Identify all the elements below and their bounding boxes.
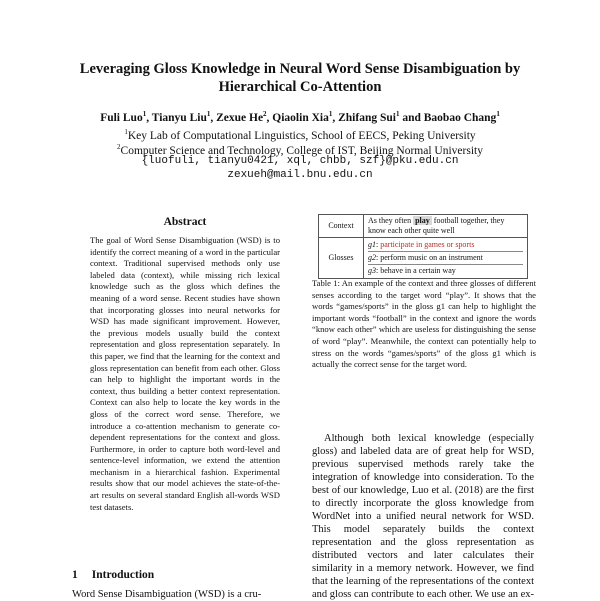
target-word: play bbox=[415, 216, 430, 225]
context-cell bbox=[364, 215, 528, 238]
context-label: Context bbox=[319, 215, 364, 238]
gloss-id: g1 bbox=[368, 240, 376, 249]
affiliation-1-text: Key Lab of Computational Linguistics, School of EECS, Peking University bbox=[127, 129, 476, 142]
author-list: Fuli Luo$^1$, Tianyu Liu$^1$, Zexue He$^2$, Qiaolin Xia$^1$, Zhifang Sui$^1$ and Baobao Chang$^1$ bbox=[100, 110, 500, 124]
gloss-text: participate in games or sports bbox=[380, 240, 475, 249]
gloss-id: g2 bbox=[368, 253, 376, 262]
email-line-1: {luofuli, tianyu0421, xql, chbb, szf}@pku.edu.cn bbox=[141, 155, 459, 167]
email-line-2: zexueh@mail.bnu.edu.cn bbox=[227, 169, 373, 181]
gloss-id: g3 bbox=[368, 266, 376, 275]
glosses-label: Glosses bbox=[319, 238, 364, 279]
context-after: football together, they know each other quite well bbox=[368, 216, 505, 235]
gloss-text: behave in a certain way bbox=[380, 266, 456, 275]
author-name: Zexue He bbox=[216, 111, 264, 124]
author-affiliation-mark: 1 bbox=[328, 110, 333, 118]
gloss-item: g1: participate in games or sports bbox=[368, 239, 523, 252]
abstract-heading: Abstract bbox=[163, 216, 207, 228]
author-name: Qiaolin Xia bbox=[272, 111, 329, 124]
author-affiliation-mark: 1 bbox=[395, 110, 400, 118]
affiliation-2-mark: 2 bbox=[117, 143, 121, 151]
intro-first-line: Word Sense Disambiguation (WSD) is a cru- bbox=[72, 589, 262, 600]
author-name: Baobao Chang bbox=[423, 111, 497, 124]
gloss-item: g2: perform music on an instrument bbox=[368, 252, 523, 265]
author-affiliation-mark: 1 bbox=[206, 110, 211, 118]
intro-paragraph: Although both lexical knowledge (especially gloss) and labeled data are of great help for WSD, previous supervised methods rarely take the integration of knowledge into consideration. To the best of our knowledge, Luo et al. (2018) are the first to directly incorporate the gloss knowledge from WordNet into a unified neural network for WSD. This model separately builds the context representation and the gloss representation as distributed vectors and later calculates their similarity in a memory network. However, we find that the learning of the representations of the context and gloss can contribute to each other. We use an ex- bbox=[312, 433, 535, 600]
intro-right-column bbox=[312, 432, 534, 601]
affiliation-2-text: Computer Science and Technology, College of IST, Beijing Normal University bbox=[120, 144, 483, 157]
author-affiliation-mark: 2 bbox=[263, 110, 267, 118]
author-affiliation-mark: 1 bbox=[496, 110, 500, 118]
paper-title: Leveraging Gloss Knowledge in Neural Word Sense Disambiguation by Hierarchical Co-Attention bbox=[79, 61, 521, 95]
section-heading bbox=[72, 569, 154, 581]
context-row bbox=[319, 215, 528, 238]
author-name: Fuli Luo bbox=[100, 111, 143, 124]
context-before: As they often bbox=[368, 216, 414, 225]
affiliation-1-mark: 1 bbox=[124, 128, 128, 136]
example-table bbox=[318, 214, 528, 279]
section-number: 1 bbox=[72, 569, 78, 581]
author-name: Zhifang Sui bbox=[338, 111, 396, 124]
author-name: Tianyu Liu bbox=[151, 111, 207, 124]
section-title: Introduction bbox=[91, 569, 155, 581]
gloss-item: g3: behave in a certain way bbox=[368, 266, 456, 275]
glosses-row bbox=[319, 238, 528, 279]
author-affiliation-mark: 1 bbox=[142, 110, 147, 118]
glosses-cell bbox=[364, 238, 528, 279]
table-caption: Table 1: An example of the context and three glosses of different senses according to the target word “play”. It shows that the words “games/sports” in the gloss g1 can help to highlight the important words “football” in the context and ignore the words “know each other” which are useless for distinguishing the sense of word “play”. Meanwhile, the context can potentially help to stress on the words “games/sports” of the gloss g1 which is actually the correct sense for the target word. bbox=[312, 278, 536, 370]
gloss-text: perform music on an instrument bbox=[380, 253, 483, 262]
abstract-body: The goal of Word Sense Disambiguation (WSD) is to identify the correct meaning of a word in the particular context. Traditional supervised methods only use labeled data (context), while missing rich lexical knowledge such as the gloss which defines the meaning of a word sense. Recent studies have shown that incorporating glosses into neural networks for WSD has made significant improvement. However, the previous models usually build the context representation and gloss representation separately. In this paper, we find that the learning for the context and gloss representation can benefit from each other. Gloss can help to highlight the important words in the context, thus building a better context representation. Context can also help to locate the key words in the gloss of the correct word sense. Therefore, we introduce a co-attention mechanism to generate co-dependent representations for the context and gloss. Furthermore, in order to capture both word-level and sentence-level information, we extend the attention mechanism in a hierarchical fashion. Experimental results show that our model achieves the state-of-the-art results on several standard English all-words WSD test datasets. bbox=[90, 235, 280, 512]
